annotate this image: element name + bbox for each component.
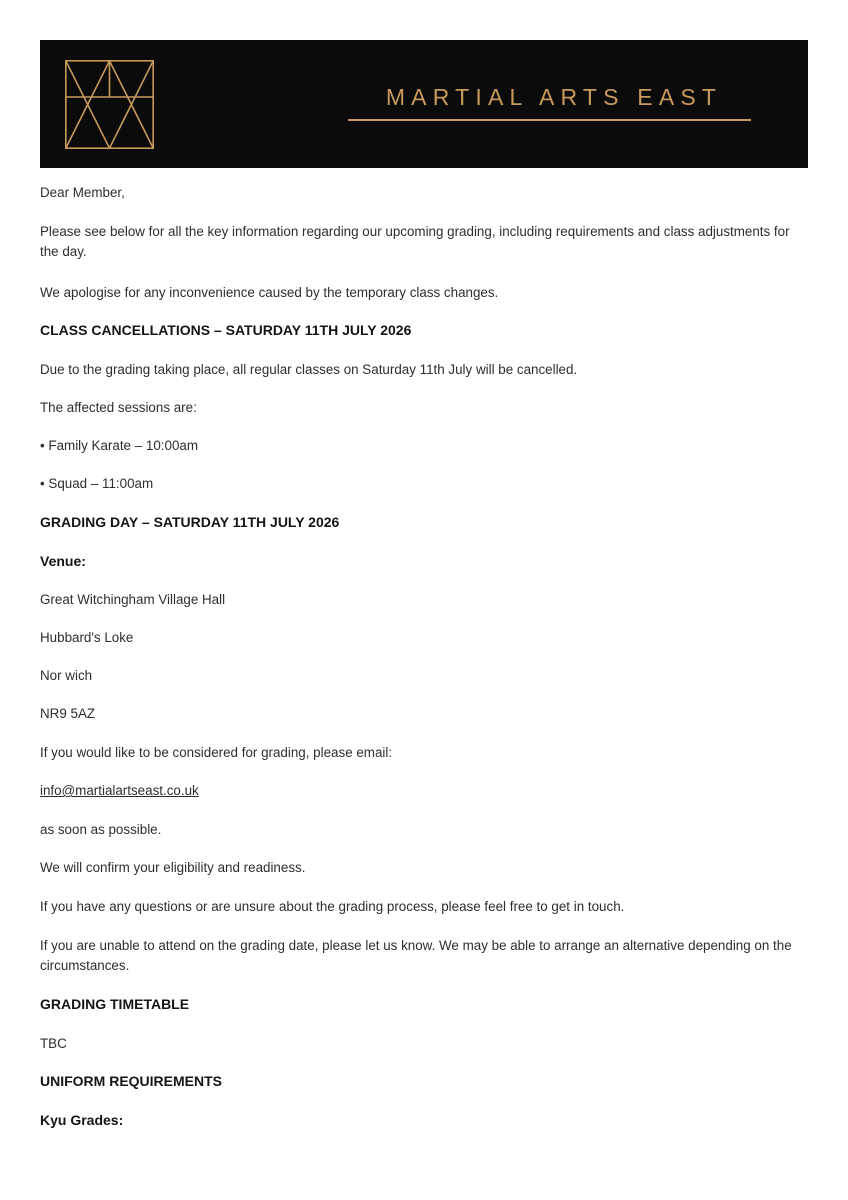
venue-line: Great Witchingham Village Hall xyxy=(40,592,226,607)
brand-underline xyxy=(348,119,751,121)
affected-label: The affected sessions are: xyxy=(40,400,197,415)
cancellation-note: Due to the grading taking place, all regular classes on Saturday 11th July will be cancelled. xyxy=(40,362,578,377)
greeting: Dear Member, xyxy=(40,185,125,200)
venue-label: Venue: xyxy=(40,553,86,569)
session-item: • Family Karate – 10:00am xyxy=(40,438,199,453)
email-link[interactable]: info@martialartseast.co.uk xyxy=(40,783,199,798)
timetable-heading: GRADING TIMETABLE xyxy=(40,996,190,1012)
unable-text: If you are unable to attend on the grading date, please let us know. We may be able to arrange an alternative depending on the circumstances. xyxy=(40,938,792,973)
venue-line: NR9 5AZ xyxy=(40,706,96,721)
venue-line: Hubbard's Loke xyxy=(40,630,134,645)
intro-paragraph: Please see below for all the key information regarding our upcoming grading, including requirements and class adjustments for the day. xyxy=(40,224,790,259)
venue-line: Nor wich xyxy=(40,668,93,683)
uniform-heading: UNIFORM REQUIREMENTS xyxy=(40,1073,222,1089)
header-banner xyxy=(40,40,808,168)
asap-text: as soon as possible. xyxy=(40,822,162,837)
brand-name: MARTIAL ARTS EAST xyxy=(385,84,723,110)
timetable-value: TBC xyxy=(40,1036,67,1051)
email-prompt: If you would like to be considered for grading, please email: xyxy=(40,745,393,760)
confirm-text: We will confirm your eligibility and readiness. xyxy=(40,860,306,875)
email-line xyxy=(40,781,808,800)
letter-page xyxy=(40,40,808,1128)
kyu-grades-label: Kyu Grades: xyxy=(40,1112,124,1128)
triangle-square-logo-icon xyxy=(65,60,154,149)
apology-paragraph: We apologise for any inconvenience caused by the temporary class changes. xyxy=(40,285,499,300)
session-item: • Squad – 11:00am xyxy=(40,476,154,491)
grading-day-heading: GRADING DAY – SATURDAY 11TH JULY 2026 xyxy=(40,514,340,530)
cancellations-heading: CLASS CANCELLATIONS – SATURDAY 11TH JULY 2026 xyxy=(40,322,412,338)
questions-text: If you have any questions or are unsure about the grading process, please feel free to get in touch. xyxy=(40,899,625,914)
